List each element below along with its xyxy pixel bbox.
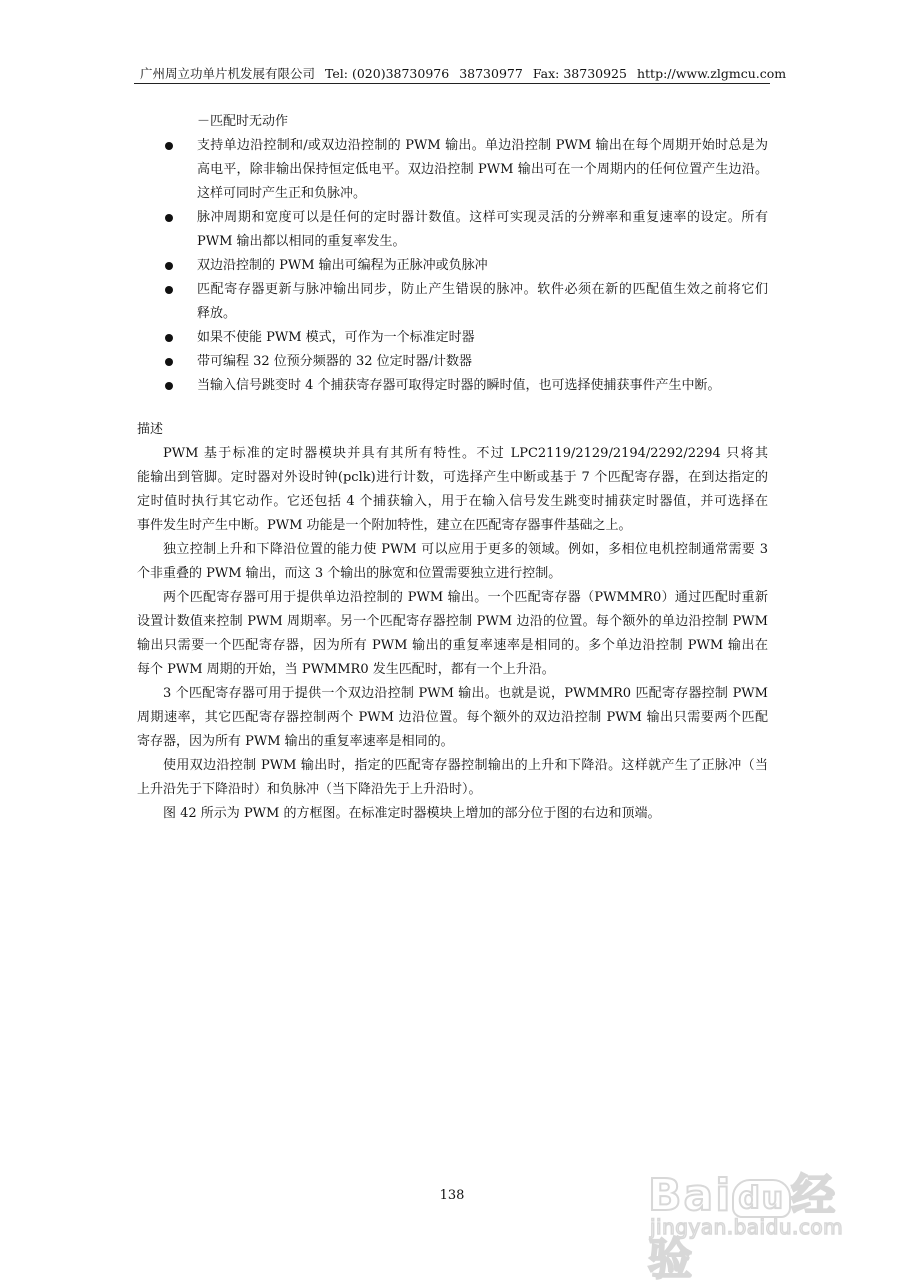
- header-tel: Tel: (020)38730976: [325, 66, 450, 81]
- line-text: 匹配寄存器更新与脉冲输出同步，防止产生错误的脉冲。软件必须在新的匹配值生效之前将它们: [197, 282, 768, 297]
- page-number: 138: [439, 1188, 465, 1203]
- paragraph-line: [137, 538, 768, 562]
- bullet-line: [137, 254, 768, 278]
- bullet-icon: [165, 334, 173, 342]
- paragraph-line: [137, 586, 768, 610]
- line-text: 能输出到管脚。定时器对外设时钟(pclk)进行计数，可选择产生中断或基于 7 个匹配寄存器，在到达指定的: [137, 470, 768, 485]
- line-text: 图 42 所示为 PWM 的方框图。在标准定时器模块上增加的部分位于图的右边和顶端。: [163, 806, 661, 821]
- page-header: [140, 64, 787, 82]
- bullet-item: [137, 134, 768, 206]
- bullet-line: [137, 326, 768, 350]
- line-text: 支持单边沿控制和/或双边沿控制的 PWM 输出。单边沿控制 PWM 输出在每个周期开始时总是为: [197, 138, 768, 153]
- line-text: 两个匹配寄存器可用于提供单边沿控制的 PWM 输出。一个匹配寄存器（PWMMR0）通过匹配时重新: [163, 590, 768, 605]
- line-text: 周期速率，其它匹配寄存器控制两个 PWM 边沿位置。每个额外的双边沿控制 PWM 输出只需要两个匹配: [137, 710, 768, 725]
- paragraph-line: [137, 658, 768, 682]
- bullet-item: [137, 374, 768, 398]
- paragraph-line: [137, 754, 768, 778]
- bullet-item: [137, 278, 768, 326]
- line-text: 释放。: [197, 306, 237, 321]
- paragraph: [137, 754, 768, 802]
- header-company: 广州周立功单片机发展有限公司: [140, 66, 316, 81]
- line-text: 寄存器，因为所有 PWM 输出的重复率速率是相同的。: [137, 734, 454, 749]
- bullet-line: [137, 374, 768, 398]
- line-text: 脉冲周期和宽度可以是任何的定时器计数值。这样可实现灵活的分辨率和重复速率的设定。所有: [197, 210, 768, 225]
- line-text: 这样可同时产生正和负脉冲。: [197, 186, 367, 201]
- line-text: 输出只需要一个匹配寄存器，因为所有 PWM 输出的重复率速率是相同的。多个单边沿控制 PWM 输出在: [137, 638, 768, 653]
- bullet-line: [137, 278, 768, 302]
- bullet-icon: [165, 358, 173, 366]
- line-text: 双边沿控制的 PWM 输出可编程为正脉冲或负脉冲: [197, 258, 488, 273]
- line-text: 使用双边沿控制 PWM 输出时，指定的匹配寄存器控制输出的上升和下降沿。这样就产生了正脉冲（当: [163, 758, 768, 773]
- line-text: 上升沿先于下降沿时）和负脉冲（当下降沿先于上升沿时）。: [137, 782, 482, 797]
- bullet-icon: [165, 214, 173, 222]
- bullet-line: [137, 350, 768, 374]
- paragraph: [137, 682, 768, 754]
- paragraph-line: [137, 634, 768, 658]
- line-text: 设置计数值来控制 PWM 周期率。另一个匹配寄存器控制 PWM 边沿的位置。每个额外的单边沿控制 PWM: [137, 614, 768, 629]
- section-title: 描述: [137, 422, 164, 437]
- watermark-site: jingyan.baidu.com: [650, 1215, 844, 1239]
- bullet-icon: [165, 286, 173, 294]
- bullet-item: [137, 254, 768, 278]
- line-text: PWM 基于标准的定时器模块并具有其所有特性。不过 LPC2119/2129/2194/2292/2294 只将其: [163, 446, 768, 461]
- bullet-line: [137, 206, 768, 230]
- line-text: 如果不使能 PWM 模式，可作为一个标准定时器: [197, 330, 475, 345]
- bullet-item: [137, 350, 768, 374]
- line-text: 独立控制上升和下降沿位置的能力使 PWM 可以应用于更多的领域。例如，多相位电机控制通常需要 3: [163, 542, 768, 557]
- paragraph-line: [137, 490, 768, 514]
- header-rule: [134, 83, 770, 84]
- line-text: 个非重叠的 PWM 输出，而这 3 个输出的脉宽和位置需要独立进行控制。: [137, 566, 562, 581]
- bullet-item: [137, 206, 768, 254]
- paragraph: [137, 538, 768, 586]
- line-text: PWM 输出都以相同的重复率发生。: [197, 234, 406, 249]
- intro-line: －匹配时无动作: [197, 114, 289, 129]
- bullet-line: [137, 230, 768, 254]
- paragraph: [137, 802, 768, 826]
- header-tel2: 38730977: [459, 66, 523, 81]
- description-paragraphs: [137, 442, 768, 826]
- bullet-line: [137, 158, 768, 182]
- bullet-list: [137, 134, 768, 398]
- paragraph: [137, 586, 768, 682]
- line-text: 高电平，除非输出保持恒定低电平。双边沿控制 PWM 输出可在一个周期内的任何位置产生边沿。: [197, 162, 768, 177]
- bullet-line: [137, 182, 768, 206]
- bullet-icon: [165, 382, 173, 390]
- line-text: 当输入信号跳变时 4 个捕获寄存器可取得定时器的瞬时值，也可选择使捕获事件产生中断。: [197, 378, 721, 393]
- bullet-line: [137, 134, 768, 158]
- bullet-line: [137, 302, 768, 326]
- baidu-jingyan-watermark: [640, 1145, 860, 1285]
- paragraph-line: [137, 610, 768, 634]
- line-text: 带可编程 32 位预分频器的 32 位定时器/计数器: [197, 354, 472, 369]
- watermark-logo: Bai du 经验: [648, 1170, 838, 1285]
- page-content: [137, 110, 768, 826]
- paragraph-line: [137, 466, 768, 490]
- header-url: http://www.zlgmcu.com: [636, 66, 787, 81]
- line-text: 3 个匹配寄存器可用于提供一个双边沿控制 PWM 输出。也就是说，PWMMR0 匹配寄存器控制 PWM: [163, 686, 768, 701]
- bullet-icon: [165, 262, 173, 270]
- line-text: 定时值时执行其它动作。它还包括 4 个捕获输入，用于在输入信号发生跳变时捕获定时器值，并可选择在: [137, 494, 768, 509]
- paragraph-line: [137, 682, 768, 706]
- paragraph-line: [137, 778, 768, 802]
- header-fax: Fax: 38730925: [532, 66, 627, 81]
- bullet-item: [137, 326, 768, 350]
- paragraph-line: [137, 562, 768, 586]
- paragraph-line: [137, 802, 768, 826]
- bullet-icon: [165, 142, 173, 150]
- paragraph-line: [137, 730, 768, 754]
- paragraph-line: [137, 514, 768, 538]
- paragraph-line: [137, 442, 768, 466]
- line-text: 事件发生时产生中断。PWM 功能是一个附加特性，建立在匹配寄存器事件基础之上。: [137, 518, 632, 533]
- paragraph-line: [137, 706, 768, 730]
- line-text: 每个 PWM 周期的开始，当 PWMMR0 发生匹配时，都有一个上升沿。: [137, 662, 555, 677]
- paragraph: [137, 442, 768, 538]
